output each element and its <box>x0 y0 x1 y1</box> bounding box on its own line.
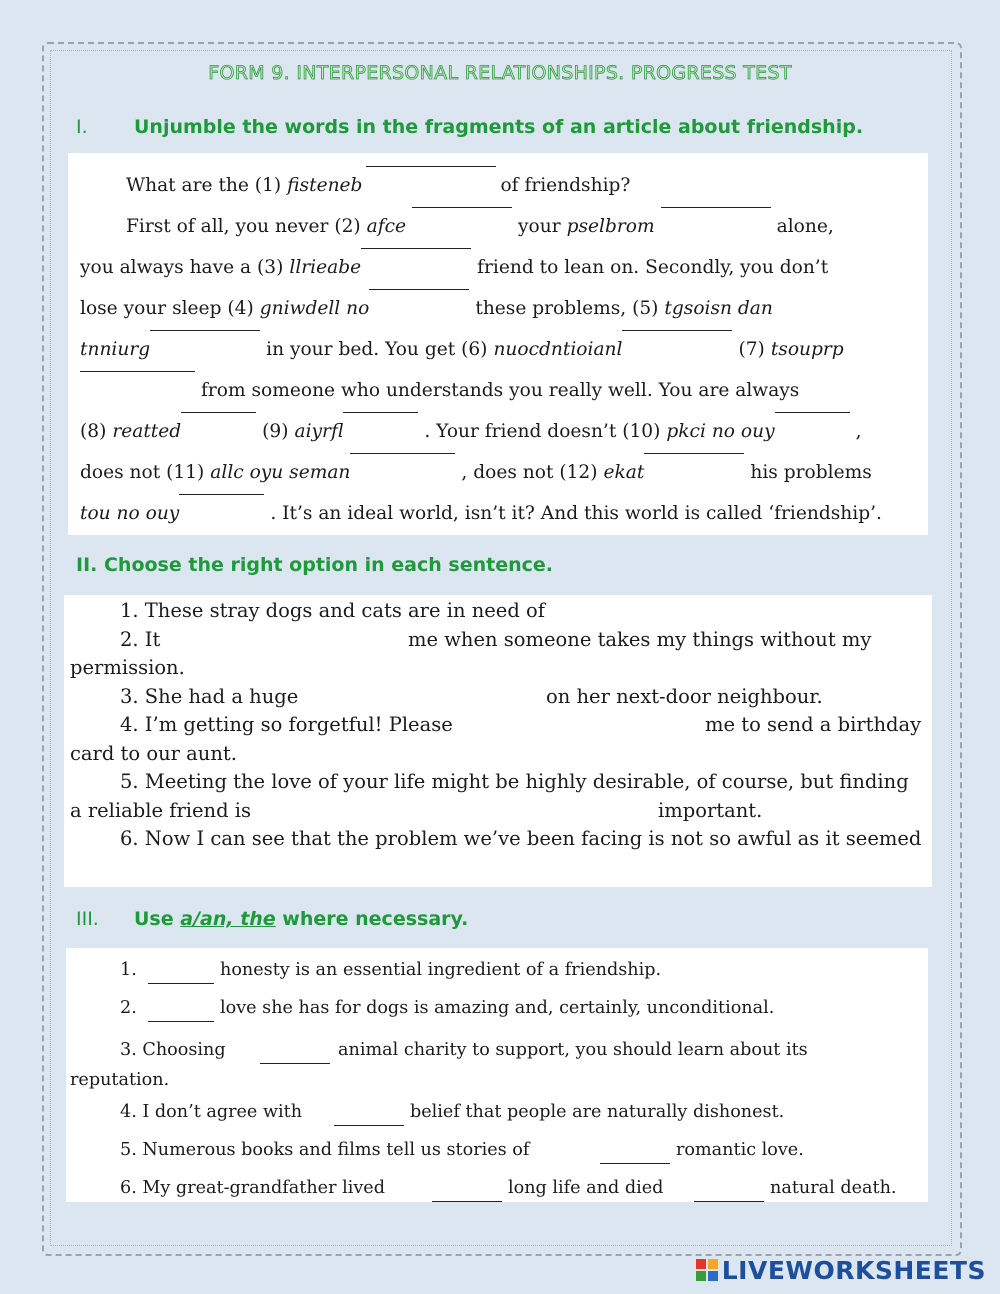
sentence-1: 1. These stray dogs and cats are in need of <box>120 599 545 622</box>
answer-blank-6[interactable] <box>622 329 732 331</box>
article-blank-1[interactable] <box>148 982 214 984</box>
sentence-3: 3. She had a huge on her next-door neighbour. <box>120 684 823 708</box>
answer-blank-11[interactable] <box>350 452 455 454</box>
jumbled-word-9: aiyrfl <box>294 421 344 442</box>
answer-blank-8[interactable] <box>181 411 256 413</box>
liveworksheets-logo <box>696 1256 986 1285</box>
article-line-9: tou no ouy . It’s an ideal world, isn’t it? And this world is called ‘friendship’. <box>80 493 916 534</box>
jumbled-word-4: gniwdell no <box>259 298 370 319</box>
sentence-2-cont: permission. <box>70 656 185 679</box>
article-line-7: (8) reatted (9) aiyrfl . Your friend doesn’t (10) pkci no ouy , <box>80 411 916 452</box>
choose-option-panel <box>64 595 932 887</box>
answer-blank-3[interactable] <box>361 247 471 249</box>
jumbled-word-8: reatted <box>112 421 182 442</box>
article-line-3: you always have a (3) llrieabe friend to lean on. Secondly, you don’t <box>80 247 916 288</box>
sentence-2: 2. It me when someone takes my things without my <box>120 627 872 651</box>
articles-highlight: a/an, the <box>180 908 276 930</box>
articles-exercise-panel <box>66 948 928 1202</box>
jumbled-word-7: tsouprp <box>770 339 844 360</box>
answer-blank-2[interactable] <box>412 206 512 208</box>
section-1-number: I. <box>76 116 88 138</box>
answer-blank-4[interactable] <box>369 288 469 290</box>
section-3-number: III. <box>76 908 99 930</box>
liveworksheets-logo-icon <box>696 1259 718 1281</box>
article-blank-6a[interactable] <box>432 1200 502 1202</box>
jumbled-word-1: fisteneb <box>287 175 363 196</box>
jumbled-word-3: llrieabe <box>289 257 362 278</box>
article-line-8: does not (11) allc oyu seman , does not (12) ekat his problems <box>80 452 916 493</box>
article-line-6: from someone who understands you really well. You are always <box>80 370 916 411</box>
sentence-4: 4. I’m getting so forgetful! Please me to send a birthday <box>120 713 922 736</box>
sentence-5-cont: a reliable friend is important. <box>70 798 763 822</box>
answer-blank-5[interactable] <box>150 329 260 331</box>
jumbled-word-5b: tnniurg <box>80 339 151 360</box>
article-blank-6b[interactable] <box>694 1200 764 1202</box>
section-3-heading: III. Use a/an, the where necessary. <box>76 908 469 930</box>
section-2-heading: II. Choose the right option in each sentence. <box>76 554 553 576</box>
sentence-4-cont: card to our aunt. <box>70 741 237 765</box>
article-line-1: What are the (1) fisteneb of friendship? <box>80 165 916 206</box>
article-blank-4[interactable] <box>334 1124 404 1126</box>
section-1-heading <box>76 116 863 138</box>
article-item-3-cont: reputation. <box>70 1070 170 1090</box>
answer-blank-1[interactable] <box>366 165 496 167</box>
article-item-1: 1. honesty is an essential ingredient of a friendship. <box>70 956 916 994</box>
article-item-2: 2. love she has for dogs is amazing and, certainly, unconditional. <box>70 994 916 1032</box>
sentence-5: 5. Meeting the love of your life might be highly desirable, of course, but finding <box>120 770 909 793</box>
page-title: FORM 9. INTERPERSONAL RELATIONSHIPS. PROGRESS TEST <box>208 62 792 84</box>
jumbled-word-5: tgsoisn dan <box>664 298 773 319</box>
article-blank-5[interactable] <box>600 1162 670 1164</box>
article-line-5: tnniurg in your bed. You get (6) nuocdntioianl (7) tsouprp <box>80 329 916 370</box>
jumbled-word-11: allc oyu seman <box>210 462 351 483</box>
sentence-6: 6. Now I can see that the problem we’ve been facing is not so awful as it seemed <box>120 827 922 850</box>
section-1-title: Unjumble the words in the fragments of an article about friendship. <box>134 116 864 138</box>
jumbled-word-6: nuocdntioianl <box>493 339 623 360</box>
article-item-3: 3. Choosing animal charity to support, you should learn about its <box>70 1032 916 1066</box>
brand-name: LIVEWORKSHEETS <box>721 1256 986 1285</box>
article-fragment-panel <box>68 153 928 535</box>
article-line-4: lose your sleep (4) gniwdell no these problems, (5) tgsoisn dan <box>80 288 916 329</box>
jumbled-word-problems: pselbrom <box>566 216 655 237</box>
answer-blank-12[interactable] <box>644 452 744 454</box>
jumbled-word-12: ekat <box>603 462 645 483</box>
answer-blank-12b[interactable] <box>179 493 264 495</box>
jumbled-word-10: pkci no ouy <box>666 421 775 442</box>
article-item-5: 5. Numerous books and films tell us stories of romantic love. <box>70 1134 916 1172</box>
article-line-2: First of all, you never (2) afce your pselbrom alone, <box>80 206 916 247</box>
answer-blank-7[interactable] <box>80 370 195 372</box>
answer-blank-10[interactable] <box>775 411 850 413</box>
jumbled-word-2: afce <box>366 216 407 237</box>
article-item-6: 6. My great-grandfather lived long life and died natural death. <box>70 1172 916 1210</box>
article-blank-3[interactable] <box>260 1062 330 1064</box>
article-blank-2[interactable] <box>148 1020 214 1022</box>
jumbled-word-12b: tou no ouy <box>80 503 180 524</box>
article-item-4: 4. I don’t agree with belief that people are naturally dishonest. <box>70 1096 916 1134</box>
answer-blank-2b[interactable] <box>661 206 771 208</box>
answer-blank-9[interactable] <box>343 411 418 413</box>
